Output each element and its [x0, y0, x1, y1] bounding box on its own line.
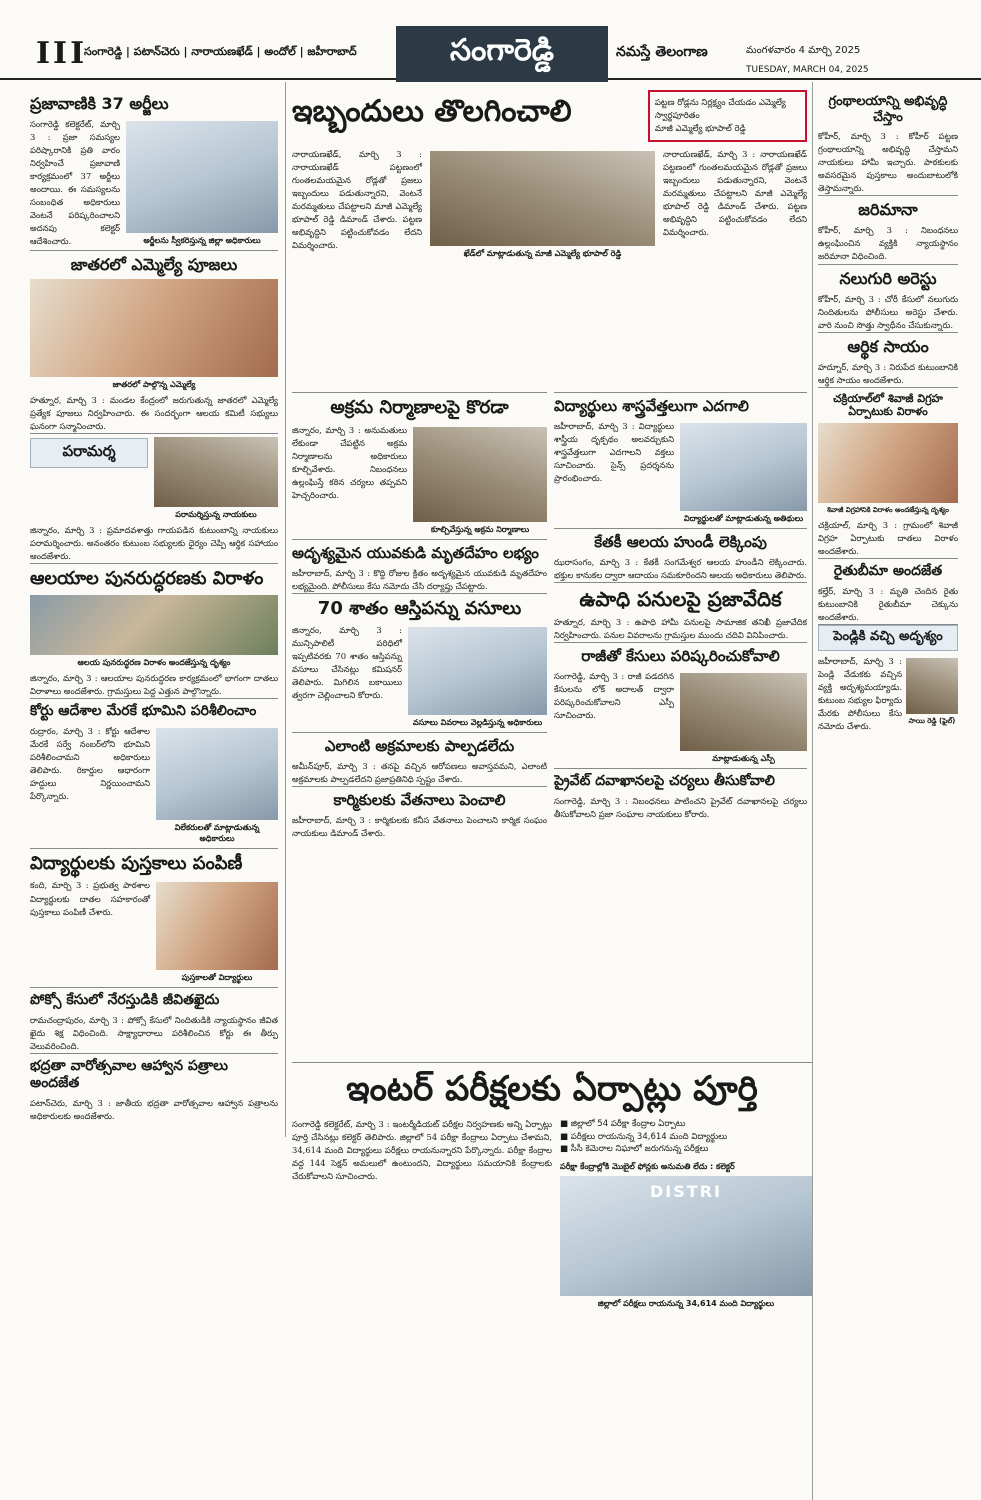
photo-caption: పరామర్శిస్తున్న నాయకులు: [175, 510, 257, 520]
headline: ఉపాధి పనులపై ప్రజావేదిక: [579, 587, 782, 612]
article-body: జహీరాబాద్, మార్చి 3 : విద్యార్థులు శాస్త్రీయ దృక్పథం అలవర్చుకుని శాస్త్రవేత్తలుగా ఎదగాలని వక్తలు సూచించారు. సైన్స్ ప్రదర్శనను ప్రారంభించారు.: [554, 421, 674, 484]
article: [818, 392, 958, 558]
headline: గ్రంథాలయాన్ని అభివృద్ధి చేస్తాం: [828, 94, 948, 125]
news-photo: [680, 673, 807, 751]
headline: జాతరలో ఎమ్మెల్యే పూజలు: [70, 255, 238, 275]
photo-sign-text: DISTRI: [650, 1182, 722, 1202]
article-body: హత్నూర, మార్చి 3 : ఉపాధి హామీ పనులపై సామాజిక తనిఖీ ప్రజావేదిక నిర్వహించారు. పనుల వివరాలను గ్రామస్తుల ముందు చదివి వినిపించారు.: [554, 617, 807, 641]
photo-caption: పుస్తకాలతో విద్యార్థులు: [181, 973, 253, 983]
article: [30, 94, 278, 250]
divider: [30, 250, 278, 251]
photo-caption: ఆలయ పునరుద్ధరణ విరాళం అందజేస్తున్న దృశ్యం: [77, 658, 231, 668]
headline: ప్రైవేట్ దవాఖానలపై చర్యలు తీసుకోవాలి: [554, 773, 775, 790]
highlight-item: పట్టణ రోడ్లను నిర్లక్ష్యం చేయడం ఎమ్మెల్యే స్వార్థపూరితం: [654, 98, 786, 121]
divider: [818, 264, 958, 265]
article-body: పటాన్‌చెరు, మార్చి 3 : జాతీయ భద్రతా వారోత్సవాల ఆహ్వాన పత్రాలను అధికారులకు అందజేశారు.: [30, 1097, 278, 1121]
divider: [292, 786, 547, 787]
divider: [554, 768, 807, 769]
article: [30, 434, 278, 563]
news-photo: [560, 1176, 812, 1296]
edition-title: సంగారెడ్డి: [396, 26, 608, 82]
article-body: సంగారెడ్డి కలెక్టరేట్, మార్చి 3 : ఇంటర్మీడియట్ పరీక్షల నిర్వహణకు అన్ని ఏర్పాట్లు పూర్తి చేసినట్లు కలెక్టర్ తెలిపారు. జిల్లాలో 54 పరీక్షా కేంద్రాలు ఏర్పాటు చేశామని, 34,614 మంది విద్యార్థులు పరీక్షలు రాయనున్నారని పేర్కొన్నారు. పరీక్షా కేంద్రాల వద్ద 144 సెక్షన్ అమలులో ఉంటుందని, విద్యార్థులు సమయానికి కేంద్రాలకు చేరుకోవాలని సూచించారు.: [292, 1118, 552, 1181]
left-column: [30, 90, 278, 1500]
news-photo: [156, 728, 278, 820]
headline: విద్యార్థులు శాస్త్రవేత్తలుగా ఎదగాలి: [554, 397, 749, 415]
divider: [818, 387, 958, 388]
article-body: నారాయణఖేడ్, మార్చి 3 : నారాయణఖేడ్ పట్టణంలో గుంతలమయమైన రోడ్లతో ప్రజలు ఇబ్బందులు పడుతున్నారని, వెంటనే మరమ్మతులు చేపట్టాలని మాజీ ఎమ్మెల్యే భూపాల్ రెడ్డి డిమాండ్ చేశారు. పట్టణ అభివృద్ధిని పట్టించుకోవడం లేదని విమర్శించారు.: [663, 149, 807, 238]
article-body: జిన్నారం, మార్చి 3 : ప్రమాదవశాత్తు గాయపడిన కుటుంబాన్ని నాయకులు పరామర్శించారు. అనంతరం కుటుంబ సభ్యులకు ధైర్యం చెప్పి ఆర్థిక సహాయం అందజేశారు.: [30, 525, 278, 562]
article-body: సంగారెడ్డి, మార్చి 3 : నిబంధనలు పాటించని ప్రైవేట్ దవాఖానలపై చర్యలు తీసుకోవాలని ప్రజా సంఘాల నాయకులు కోరారు.: [554, 795, 807, 819]
headline: జరిమానా: [858, 200, 918, 220]
headline: చక్రియాల్‌లో శివాజీ విగ్రహ ఏర్పాటుకు విరాళం: [833, 391, 943, 419]
article-body: కల్హేర్, మార్చి 3 : మృతి చెందిన రైతు కుటుంబానికి రైతుబీమా చెక్కును అందజేశారు.: [818, 586, 958, 623]
article: [818, 200, 958, 263]
headline: 70 శాతం ఆస్తిపన్ను వసూలు: [317, 597, 522, 619]
article-body: జిన్నారం, మార్చి 3 : అనుమతులు లేకుండా చేపట్టిన అక్రమ నిర్మాణాలను అధికారులు కూల్చివేశారు. నిబంధనలు ఉల్లంఘిస్తే కఠిన చర్యలు తప్పవని హెచ్చరించారు.: [292, 424, 407, 500]
headline: ప్రజావాణికి 37 అర్జీలు: [30, 94, 169, 113]
divider: [30, 563, 278, 564]
headline: భద్రతా వారోత్సవాల ఆహ్వాన పత్రాలు అందజేత: [30, 1058, 228, 1092]
article: [818, 269, 958, 332]
highlight-text: పరీక్షలు రాయనున్న 34,614 మంది విద్యార్థులు: [570, 1131, 728, 1142]
news-photo: [126, 121, 278, 233]
headline: నలుగురి అరెస్టు: [839, 268, 937, 288]
headline: కార్మికులకు వేతనాలు పెంచాలి: [333, 791, 506, 810]
news-photo: [408, 627, 547, 715]
highlight-item: మాజీ ఎమ్మెల్యే భూపాల్ రెడ్డి: [654, 123, 746, 134]
article: [30, 1058, 278, 1123]
article-body: కోహీర్, మార్చి 3 : కోహీర్ పట్టణ గ్రంథాలయాన్ని అభివృద్ధి చేస్తామని నాయకులు హామీ ఇచ్చారు. పాఠకులకు అవసరమైన పుస్తకాలు అందుబాటులోకి తెస్తామన్నారు.: [818, 131, 958, 194]
article: [554, 587, 807, 642]
center-column: [292, 392, 547, 1057]
article-body: సంగారెడ్డి, మార్చి 3 : రాజీ పడదగిన కేసులను లోక్ అదాలత్ ద్వారా పరిష్కరించుకోవాలని ఎస్పీ సూచించారు.: [554, 671, 674, 721]
paper-logo: III: [36, 36, 88, 71]
article: [818, 625, 958, 733]
divider: [292, 593, 547, 594]
article: [554, 397, 807, 528]
headline: అదృశ్యమైన యువకుడి మృతదేహం లభ్యం: [292, 543, 539, 562]
news-photo: [156, 882, 278, 970]
column-divider: [812, 82, 813, 1500]
photo-caption: మాట్లాడుతున్న ఎస్పీ: [712, 754, 775, 764]
article-body: చక్రియాల్, మార్చి 3 : గ్రామంలో శివాజీ విగ్రహ ఏర్పాటుకు దాతలు విరాళం అందజేశారు.: [818, 520, 958, 557]
divider: [30, 987, 278, 988]
headline: ఆర్థిక సాయం: [847, 336, 929, 356]
pull-quote: పరీక్షా కేంద్రాల్లోకి మొబైల్ ఫోన్లకు అనుమతి లేదు : కలెక్టర్: [560, 1162, 735, 1172]
divider: [30, 698, 278, 699]
article: [30, 992, 278, 1053]
article: [818, 563, 958, 624]
article: [554, 773, 807, 821]
photo-caption: అర్జీలను స్వీకరిస్తున్న జిల్లా అధికారులు: [143, 236, 261, 246]
banner-highlights: [560, 1118, 812, 1156]
bottom-story: [292, 1062, 812, 1498]
banner-headline: ఇంటర్ పరీక్షలకు ఏర్పాట్లు పూర్తి: [346, 1069, 758, 1109]
article-body: జిన్నారం, మార్చి 3 : మున్సిపాలిటీ పరిధిలో ఇప్పటివరకు 70 శాతం ఆస్తిపన్ను వసూలు చేసినట్లు కమిషనర్ తెలిపారు. మిగిలిన బకాయిలు త్వరగా చెల్లించాలని కోరారు.: [292, 625, 402, 701]
article: [818, 94, 958, 195]
lead-highlights: [648, 90, 807, 142]
article-body: అమీన్‌పూర్, మార్చి 3 : తనపై వచ్చిన ఆరోపణలు అవాస్తవమని, ఎలాంటి అక్రమాలకు పాల్పడలేదని ప్రజాప్రతినిధి స్పష్టం చేశారు.: [292, 761, 547, 785]
article-body: కంది, మార్చి 3 : ప్రభుత్వ పాఠశాల విద్యార్థులకు దాతల సహకారంతో పుస్తకాలు పంపిణీ చేశారు.: [30, 880, 150, 917]
photo-caption: సాయి రెడ్డి (ఫైల్): [908, 717, 956, 726]
headline: రైతుబీమా అందజేత: [833, 563, 943, 580]
headline: ఎలాంటి అక్రమాలకు పాల్పడలేదు: [324, 737, 515, 756]
photo-caption: కూల్చివేస్తున్న అక్రమ నిర్మాణాలు: [430, 524, 530, 534]
article: [292, 544, 547, 593]
article-body: జిన్నారం, మార్చి 3 : ఆలయాల పునరుద్ధరణ కార్యక్రమంలో భాగంగా దాతలు విరాళాలు అందజేశారు. గ్రామస్తులు పెద్ద ఎత్తున పాల్గొన్నారు.: [30, 673, 278, 697]
news-photo: [30, 595, 278, 655]
article-body: జహీరాబాద్, మార్చి 3 : కార్మికులకు కనీస వేతనాలు పెంచాలని కార్మిక సంఘం నాయకులు డిమాండ్ చేశారు.: [292, 815, 547, 839]
headline: రాజీతో కేసులు పరిష్కరించుకోవాలి: [581, 647, 780, 666]
divider: [30, 848, 278, 849]
article: [554, 533, 807, 582]
headline: విద్యార్థులకు పుస్తకాలు పంపిణీ: [30, 852, 243, 874]
article-body: హత్నూర, మార్చి 3 : మండల కేంద్రంలో జరుగుతున్న జాతరలో ఎమ్మెల్యే ప్రత్యేక పూజలు నిర్వహించారు. ఈ సందర్భంగా ఆలయ కమిటీ సభ్యులు ఘనంగా సన్మానించారు.: [30, 395, 278, 432]
date-english: TUESDAY, MARCH 04, 2025: [746, 65, 869, 75]
article-body: కోహీర్, మార్చి 3 : నిబంధనలు ఉల్లంఘించిన వ్యక్తికి న్యాయస్థానం జరిమానా విధించింది.: [818, 225, 958, 262]
article-body: కోహీర్, మార్చి 3 : చోరీ కేసులో నలుగురు నిందితులను పోలీసులు అరెస్టు చేశారు. వారి నుంచి సొత్తు స్వాధీనం చేసుకున్నారు.: [818, 293, 958, 330]
news-photo: [430, 151, 655, 246]
divider: [292, 539, 547, 540]
highlight-item: ■ జిల్లాలో 54 పరీక్షా కేంద్రాల ఏర్పాటు: [560, 1118, 686, 1129]
highlight-item: ■ పరీక్షలు రాయనున్న 34,614 మంది విద్యార్థులు: [560, 1131, 728, 1142]
headline: కేతకీ ఆలయ హుండీ లెక్కింపు: [594, 533, 767, 551]
article: [30, 853, 278, 988]
edition-towns: సంగారెడ్డి | పటాన్‌చెరు | నారాయణఖేడ్ | అందోల్ | జహీరాబాద్: [84, 45, 357, 58]
photo-caption: ఖేడ్‌లో మాట్లాడుతున్న మాజీ ఎమ్మెల్యే భూపాల్ రెడ్డి: [463, 249, 622, 259]
news-photo: [154, 437, 278, 507]
news-photo: [818, 423, 958, 503]
article: [292, 737, 547, 786]
article: [30, 255, 278, 433]
article-body: రామచంద్రాపురం, మార్చి 3 : పోక్సో కేసులో నిందితుడికి న్యాయస్థానం జీవిత ఖైదు శిక్ష విధించింది. సాక్ష్యాధారాలు పరిశీలించిన కోర్టు ఈ తీర్పు వెలువరించింది.: [30, 1015, 278, 1052]
photo-caption: విద్యార్థులతో మాట్లాడుతున్న అతిథులు: [683, 514, 804, 523]
article: [292, 397, 547, 539]
photo-caption: శివాజీ విగ్రహానికి విరాళం అందజేస్తున్న దృశ్యం: [827, 506, 949, 515]
divider: [554, 528, 807, 529]
article: [554, 647, 807, 768]
divider: [292, 732, 547, 733]
stat-caption: జిల్లాలో పరీక్షలు రాయనున్న 34,614 మంది విద్యార్థులు: [597, 1299, 775, 1309]
article-body: జహీరాబాద్, మార్చి 3 : పెండ్లి వేడుకకు వచ్చిన వ్యక్తి అదృశ్యమయ్యాడు. కుటుంబ సభ్యుల ఫిర్యాదు మేరకు పోలీసులు కేసు నమోదు చేశారు.: [818, 656, 902, 732]
portrait-photo: [906, 658, 958, 714]
article-body: హద్నూర్, మార్చి 3 : నిరుపేద కుటుంబానికి ఆర్థిక సాయం అందజేశారు.: [818, 361, 958, 385]
paper-name: నమస్తే తెలంగాణ: [616, 44, 708, 60]
column-divider: [285, 82, 286, 1137]
article-body: జహీరాబాద్, మార్చి 3 : కొద్ది రోజుల క్రితం అదృశ్యమైన యువకుడి మృతదేహం లభ్యమైంది. పోలీసులు కేసు నమోదు చేసి దర్యాప్తు చేపట్టారు.: [292, 567, 547, 591]
lead-headline: ఇబ్బందులు తొలగించాలి: [292, 94, 572, 129]
divider: [818, 558, 958, 559]
divider: [554, 642, 807, 643]
headline: ఆలయాల పునరుద్ధరణకు విరాళం: [30, 568, 264, 590]
highlight-text: జిల్లాలో 54 పరీక్షా కేంద్రాల ఏర్పాటు: [570, 1118, 686, 1129]
article: [30, 568, 278, 698]
photo-caption: విలేకరులతో మాట్లాడుతున్న అధికారులు: [174, 822, 260, 843]
lead-story: [292, 90, 807, 385]
headline: పరామర్శ: [30, 438, 148, 468]
divider: [292, 392, 547, 393]
article: [292, 791, 547, 840]
divider: [30, 1053, 278, 1054]
article: [292, 598, 547, 733]
headline: అక్రమ నిర్మాణాలపై కొరడా: [330, 397, 509, 418]
divider: [554, 392, 807, 393]
article-body: సంగారెడ్డి కలెక్టరేట్, మార్చి 3 : ప్రజా సమస్యల పరిష్కారానికి ప్రతి వారం నిర్వహించే ప్రజావాణి కార్యక్రమంలో 37 అర్జీలు అందాయి. ఈ సమస్యలను సంబంధిత అధికారులు వెంటనే పరిష్కరించాలని అదనపు కలెక్టర్ ఆదేశించారు.: [30, 119, 120, 247]
date-telugu: మంగళవారం 4 మార్చి 2025: [746, 45, 861, 56]
news-photo: [413, 427, 547, 522]
headline: పోక్సో కేసులో నేరస్తుడికి జీవితఖైదు: [30, 992, 220, 1009]
masthead: [0, 0, 981, 80]
article: [30, 703, 278, 848]
divider: [818, 195, 958, 196]
news-photo: [680, 423, 807, 511]
divider: [818, 332, 958, 333]
divider: [554, 582, 807, 583]
article-body: ఝరాసంగం, మార్చి 3 : కేతకీ సంగమేశ్వర ఆలయ హుండీని లెక్కించారు. భక్తుల కానుకల ద్వారా ఆదాయం సమకూరిందని ఆలయ అధికారులు తెలిపారు.: [554, 557, 807, 581]
article: [818, 337, 958, 387]
headline: పెండ్లికి వచ్చి అదృశ్యం: [818, 625, 958, 651]
news-photo: [30, 279, 278, 377]
headline: కోర్టు ఆదేశాల మేరకే భూమిని పరిశీలించాం: [30, 703, 257, 720]
highlight-text: సీసీ కెమెరాల నిఘాలో జరుగనున్న పరీక్షలు: [570, 1144, 709, 1155]
article-body: నారాయణఖేడ్, మార్చి 3 : నారాయణఖేడ్ పట్టణంలో గుంతలమయమైన రోడ్లతో ప్రజలు ఇబ్బందులు పడుతున్నారని, వెంటనే మరమ్మతులు చేపట్టాలని మాజీ ఎమ్మెల్యే భూపాల్ రెడ్డి డిమాండ్ చేశారు. పట్టణ అభివృద్ధిని పట్టించుకోవడం లేదని విమర్శించారు.: [292, 149, 422, 251]
divider: [292, 1062, 812, 1063]
highlight-item: ■ సీసీ కెమెరాల నిఘాలో జరుగనున్న పరీక్షలు: [560, 1144, 709, 1155]
right-column: [554, 392, 807, 1057]
far-right-column: [818, 90, 958, 1490]
article-body: రుద్రారం, మార్చి 3 : కోర్టు ఆదేశాల మేరకే సర్వే నంబర్‌లోని భూమిని పరిశీలించామని అధికారులు తెలిపారు. రికార్డుల ఆధారంగా హద్దులు నిర్ణయించామని పేర్కొన్నారు.: [30, 725, 150, 801]
photo-caption: జాతరలో పాల్గొన్న ఎమ్మెల్యే: [112, 380, 196, 390]
photo-caption: వసూలు వివరాలు వెల్లడిస్తున్న అధికారులు: [412, 718, 543, 728]
